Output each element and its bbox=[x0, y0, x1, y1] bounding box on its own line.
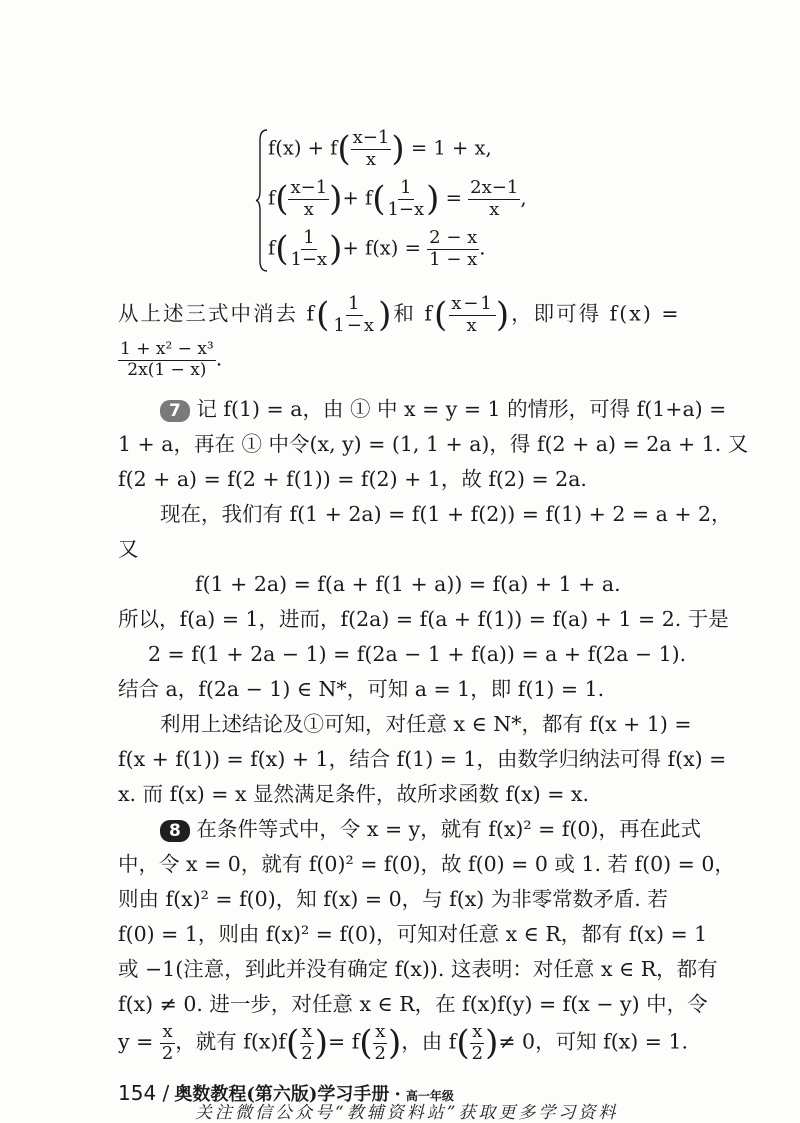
solution-badge-8: 8 bbox=[160, 820, 190, 842]
watermark-text: 关注微信公众号“教辅资料站”获取更多学习资料 bbox=[195, 1103, 619, 1123]
solution-7-line-10: x. 而 f(x) = x 显然满足条件，故所求函数 f(x) = x. bbox=[118, 782, 589, 806]
solution-7-line-8: 利用上述结论及①可知，对任意 x ∈ N*，都有 f(x + 1) = bbox=[160, 712, 692, 736]
system-eq-1: f(x) + f( $\frac{x-1}{x}$ ) = 1 + x, bbox=[268, 127, 492, 170]
eliminate-result: $\frac{\text{1 + x² − x³}}{2x(1 - x)}$ . bbox=[120, 339, 223, 380]
solution-badge-7: 7 bbox=[160, 400, 190, 422]
page-number: 154 / bbox=[118, 1081, 170, 1105]
solution-8-line-2: 中，令 x = 0，就有 f(0)² = f(0)，故 f(0) = 0 或 1. 若 f(0) = 0， bbox=[118, 852, 735, 876]
solution-7-line-6: 所以，f(a) = 1，进而，f(2a) = f(a + f(1)) = f(a) + 1 = 2. 于是 bbox=[118, 607, 729, 631]
solution-7-display-2: 2 = f(1 + 2a − 1) = f(2a − 1 + f(a)) = a + f(2a − 1). bbox=[148, 642, 687, 666]
grade-label: 高一年级 bbox=[405, 1089, 454, 1103]
book-title: 奥数教程(第六版)学习手册 bbox=[174, 1084, 390, 1105]
solution-7-line-5: 又 bbox=[118, 537, 139, 561]
solution-7-line-7: 结合 a，f(2a − 1) ∈ N*，可知 a = 1，即 f(1) = 1. bbox=[118, 677, 605, 701]
solution-7-line-4: 现在，我们有 f(1 + 2a) = f(1 + f(2)) = f(1) + 2 = a + 2， bbox=[160, 502, 732, 526]
solution-7-line-1: 7 记 f(1) = a，由 ① 中 x = y = 1 的情形，可得 f(1+a) = bbox=[160, 399, 726, 422]
eliminate-line: 从上述三式中消去 f( $\frac{1}{1-x}$ )和 f( $\frac{x-1}{x}$ )，即可得 f(x) = bbox=[118, 293, 681, 336]
solution-8-line-6: f(x) ≠ 0. 进一步，对任意 x ∈ R，在 f(x)f(y) = f(x − y) 中，令 bbox=[118, 992, 708, 1016]
footer-separator: · bbox=[394, 1084, 401, 1105]
solution-7-line-9: f(x + f(1)) = f(x) + 1，结合 f(1) = 1，由数学归纳法可得 f(x) = bbox=[118, 747, 727, 771]
solution-8-line-5: 或 −1(注意，到此并没有确定 f(x)). 这表明：对任意 x ∈ R，都有 bbox=[118, 957, 718, 981]
system-eq-3: f( $\frac{1}{1-x}$ )+ f(x) = $\frac{2 - x}{1 - x}$ . bbox=[268, 227, 486, 270]
solution-7-display-1: f(1 + 2a) = f(a + f(1 + a)) = f(a) + 1 + a. bbox=[195, 572, 621, 596]
solution-8-line-3: 则由 f(x)² = f(0)，知 f(x) = 0，与 f(x) 为非零常数矛盾. 若 bbox=[118, 887, 668, 911]
solution-8-line-4: f(0) = 1，则由 f(x)² = f(0)，可知对任意 x ∈ R，都有 f(x) = 1 bbox=[118, 922, 708, 946]
solution-7-line-2: 1 + a，再在 ① 中令(x, y) = (1, 1 + a)，得 f(2 + a) = 2a + 1. 又 bbox=[118, 432, 749, 456]
solution-7-line-3: f(2 + a) = f(2 + f(1)) = f(2) + 1，故 f(2) = 2a. bbox=[118, 467, 587, 491]
solution-8-line-7: y = $\frac{x}{2}$ ，就有 f(x)f( $\frac{x}{2}$ )= f( $\frac{x}{2}$ )，由 f( $\frac{x}{2}$ )≠ 0，可知 f(x) = 1. bbox=[118, 1021, 689, 1064]
system-eq-2: f( $\frac{x-1}{x}$ )+ f( $\frac{1}{1-x}$ ) = $\frac{2x-1}{x}$ , bbox=[268, 177, 527, 220]
system-brace bbox=[255, 128, 269, 273]
solution-8-line-1: 8 在条件等式中，令 x = y，就有 f(x)² = f(0)，再在此式 bbox=[160, 819, 701, 842]
